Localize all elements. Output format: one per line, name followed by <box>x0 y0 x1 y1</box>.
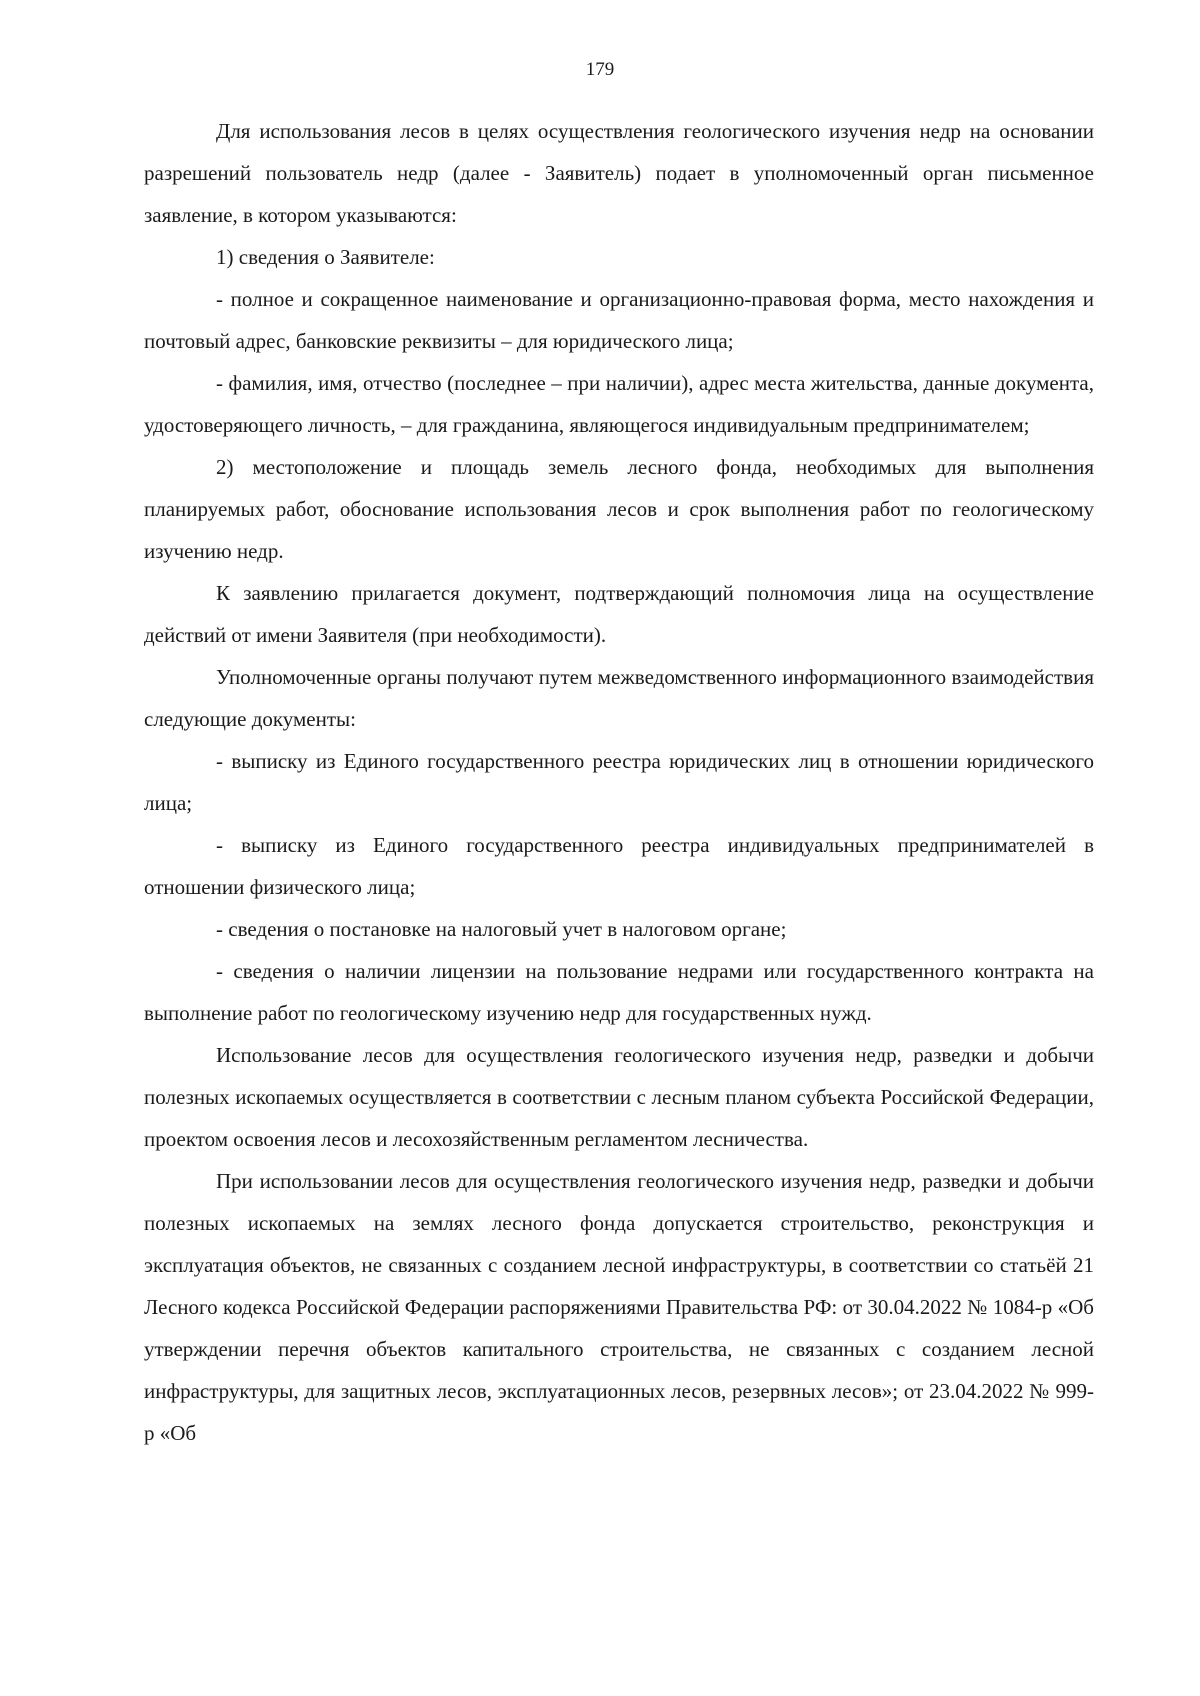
page-number: 179 <box>585 59 615 80</box>
paragraph-tax: - сведения о постановке на налоговый учет в налоговом органе; <box>216 917 787 941</box>
paragraph-attachment: К заявлению прилагается документ, подтверждающий полномочия лица на осуществление действий от имени Заявителя (при необходимости). <box>144 581 1094 647</box>
paragraph-legal-entity: - полное и сокращенное наименование и организационно-правовая форма, место нахождения и почтовый адрес, банковские реквизиты – для юридического лица; <box>144 287 1094 353</box>
document-body <box>144 110 1094 1454</box>
paragraph-egrip: - выписку из Единого государственного реестра индивидуальных предпринимателей в отношении физического лица; <box>144 833 1094 899</box>
paragraph-individual: - фамилия, имя, отчество (последнее – при наличии), адрес места жительства, данные документа, удостоверяющего личность, – для гражданина, являющегося индивидуальным предпринимателем; <box>144 371 1094 437</box>
paragraph-intro: Для использования лесов в целях осуществления геологического изучения недр на основании разрешений пользователь недр (далее - Заявитель) подает в уполномоченный орган письменное заявление, в котором указываются: <box>144 119 1094 227</box>
paragraph-construction: При использовании лесов для осуществления геологического изучения недр, разведки и добычи полезных ископаемых на землях лесного фонда допускается строительство, реконструкция и эксплуатация объектов, не связанных с созданием лесной инфраструктуры, в соответствии со статьёй 21 Лесного кодекса Российской Федерации распоряжениями Правительства РФ: от 30.04.2022 № 1084-р «Об утверждении перечня объектов капитального строительства, не связанных с созданием лесной инфраструктуры, для защитных лесов, эксплуатационных лесов, резервных лесов»; от 23.04.2022 № 999-р «Об <box>144 1169 1094 1445</box>
paragraph-interagency: Уполномоченные органы получают путем межведомственного информационного взаимодействия следующие документы: <box>144 665 1094 731</box>
paragraph-forest-plan: Использование лесов для осуществления геологического изучения недр, разведки и добычи полезных ископаемых осуществляется в соответствии с лесным планом субъекта Российской Федерации, проектом освоения лесов и лесохозяйственным регламентом лесничества. <box>144 1043 1094 1151</box>
paragraph-egrul: - выписку из Единого государственного реестра юридических лиц в отношении юридического лица; <box>144 749 1094 815</box>
paragraph-license: - сведения о наличии лицензии на пользование недрами или государственного контракта на выполнение работ по геологическому изучению недр для государственных нужд. <box>144 959 1094 1025</box>
paragraph-item-2: 2) местоположение и площадь земель лесного фонда, необходимых для выполнения планируемых работ, обоснование использования лесов и срок выполнения работ по геологическому изучению недр. <box>144 455 1094 563</box>
paragraph-item-1: 1) сведения о Заявителе: <box>216 245 435 269</box>
